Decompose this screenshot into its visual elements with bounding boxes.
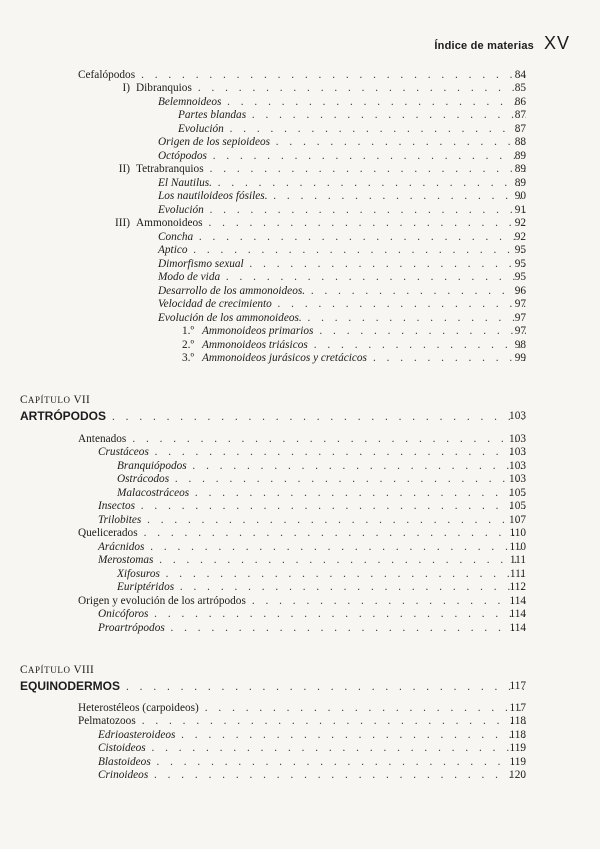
toc-entry (100, 81, 526, 95)
leader-dots (141, 499, 526, 513)
page-number: 97 (514, 298, 526, 310)
page-number: 103 (509, 460, 526, 472)
entry-title: EQUINODERMOS (20, 679, 121, 693)
toc-entry (98, 445, 526, 459)
toc-entry (98, 755, 526, 769)
page-number: 89 (514, 163, 526, 175)
page-number: 118 (509, 729, 526, 741)
toc-entry (98, 768, 526, 782)
toc-entry (172, 338, 526, 352)
leader-dots (226, 270, 526, 284)
toc-entry (158, 243, 526, 257)
page-number: 85 (514, 82, 526, 94)
entry-title: Malacostráceos (117, 487, 190, 499)
page-number: 112 (509, 581, 526, 593)
running-header (434, 33, 570, 54)
entry-title: Ammonoideos triásicos (202, 339, 308, 351)
toc-entry (117, 472, 526, 486)
toc-entry (98, 540, 526, 554)
leader-dots (181, 728, 526, 742)
leader-dots (132, 432, 526, 446)
leader-dots (155, 445, 526, 459)
leader-dots (150, 540, 526, 554)
leader-dots (157, 755, 526, 769)
entry-title: Xifosuros (117, 568, 160, 580)
entry-title: Onicóforos (98, 608, 149, 620)
leader-dots (159, 553, 526, 567)
entry-title: Evolución (178, 123, 224, 135)
page-number: 92 (514, 231, 526, 243)
page-number: 119 (509, 756, 526, 768)
page-number: 117 (509, 702, 526, 714)
toc-entry (158, 189, 526, 203)
toc-entry (100, 216, 526, 230)
toc-entry (158, 311, 526, 325)
page-number: 103 (509, 446, 526, 458)
leader-dots (199, 230, 526, 244)
page-number: 119 (509, 742, 526, 754)
page-number: 110 (509, 527, 526, 539)
toc-entry (158, 203, 526, 217)
leader-dots (175, 472, 526, 486)
page-number: 118 (509, 715, 526, 727)
toc-entry (98, 513, 526, 527)
entry-title: Evolución (158, 204, 204, 216)
entry-title: Origen y evolución de los artrópodos (78, 595, 246, 607)
leader-dots (166, 567, 526, 581)
page-number: 120 (509, 769, 526, 781)
page-number: 96 (514, 285, 526, 297)
page-number: 89 (514, 177, 526, 189)
toc-entry (158, 297, 526, 311)
page-number: 97 (514, 325, 526, 337)
page-number: 95 (514, 244, 526, 256)
chapter-8-title (20, 679, 526, 693)
toc-entry (117, 459, 526, 473)
leader-dots (142, 714, 526, 728)
toc-entry (158, 135, 526, 149)
page-number: 98 (514, 339, 526, 351)
leader-dots (171, 621, 526, 635)
toc-entry (100, 162, 526, 176)
toc-entry (178, 108, 526, 122)
page-number: 117 (509, 680, 526, 692)
entry-title: Branquiópodos (117, 460, 187, 472)
leader-dots (210, 203, 526, 217)
chapter-7-label: CAPÍTULO VII (20, 394, 91, 406)
leader-dots (205, 701, 526, 715)
toc-entry (158, 270, 526, 284)
leader-dots (147, 513, 526, 527)
leader-dots (227, 95, 526, 109)
toc-entry (178, 122, 526, 136)
leader-dots (152, 741, 526, 755)
entry-number: I) (122, 82, 130, 94)
page-number: 92 (514, 217, 526, 229)
leader-dots (276, 135, 526, 149)
leader-dots (194, 243, 527, 257)
entry-title: Proartrópodos (98, 622, 165, 634)
page-number: 95 (514, 258, 526, 270)
entry-title: Origen de los sepioideos (158, 136, 271, 148)
entry-title: Blastoideos (98, 756, 151, 768)
entry-title: Euriptéridos (117, 581, 175, 593)
entry-title: Los nautiloideos fósiles. (158, 190, 268, 202)
toc-entry (78, 714, 526, 728)
leader-dots (250, 257, 526, 271)
leader-dots (278, 297, 526, 311)
page-number: 97 (514, 312, 526, 324)
toc-entry (158, 176, 526, 190)
page-number: 110 (509, 541, 526, 553)
entry-title: Aptico (158, 244, 188, 256)
leader-dots (195, 486, 526, 500)
header-label: Índice de materias (434, 40, 534, 52)
toc-entry (78, 68, 526, 82)
toc-entry (98, 553, 526, 567)
entry-title: Dimorfismo sexual (158, 258, 244, 270)
leader-dots (144, 526, 526, 540)
entry-title: Crustáceos (98, 446, 149, 458)
leader-dots (180, 580, 526, 594)
toc-entry (172, 324, 526, 338)
entry-title: Modo de vida (158, 271, 221, 283)
leader-dots (112, 410, 526, 424)
toc-entry (98, 728, 526, 742)
page-number: 87 (514, 123, 526, 135)
entry-title: Crinoideos (98, 769, 149, 781)
leader-dots (308, 311, 526, 325)
leader-dots (209, 216, 526, 230)
page-number: 99 (514, 352, 526, 364)
entry-title: Concha (158, 231, 194, 243)
toc-entry (78, 594, 526, 608)
page-number: 103 (509, 433, 526, 445)
entry-title: Insectos (98, 500, 136, 512)
toc-entry (98, 621, 526, 635)
leader-dots (319, 324, 526, 338)
entry-title: Evolución de los ammonoideos. (158, 312, 302, 324)
entry-number: 3.º (182, 352, 194, 364)
toc-entry (158, 257, 526, 271)
entry-number: II) (118, 163, 130, 175)
toc-entry (117, 486, 526, 500)
leader-dots (311, 284, 526, 298)
entry-title: Trilobites (98, 514, 142, 526)
page-number: 103 (509, 410, 526, 422)
page-number: 91 (514, 204, 526, 216)
page-number: 86 (514, 96, 526, 108)
page-number: 89 (514, 150, 526, 162)
toc-entry (117, 567, 526, 581)
page-number: 114 (509, 608, 526, 620)
entry-title: Merostomas (98, 554, 154, 566)
entry-title: Edrioasteroideos (98, 729, 176, 741)
leader-dots (252, 108, 526, 122)
page-number: 107 (509, 514, 526, 526)
entry-title: Desarrollo de los ammonoideos. (158, 285, 306, 297)
entry-number: III) (114, 217, 130, 229)
toc-entry (98, 607, 526, 621)
entry-title: Ammonoideos jurásicos y cretácicos (202, 352, 367, 364)
leader-dots (210, 162, 526, 176)
page-number: 111 (509, 568, 526, 580)
toc-entry (158, 284, 526, 298)
leader-dots (252, 594, 526, 608)
leader-dots (198, 81, 526, 95)
entry-number: 1.º (182, 325, 194, 337)
entry-title: El Nautilus. (158, 177, 212, 189)
leader-dots (154, 768, 526, 782)
toc-entry (117, 580, 526, 594)
leader-dots (230, 122, 526, 136)
entry-title: Ammonoideos (136, 217, 203, 229)
entry-title: Heterostéleos (carpoideos) (78, 702, 199, 714)
entry-title: Tetrabranquios (136, 163, 204, 175)
entry-title: Partes blandas (178, 109, 247, 121)
entry-title: Quelicerados (78, 527, 138, 539)
leader-dots (314, 338, 526, 352)
page-number: 84 (514, 69, 526, 81)
page-number: 95 (514, 271, 526, 283)
chapter-7-title (20, 409, 526, 423)
page-number: 105 (509, 500, 526, 512)
page-number: 87 (514, 109, 526, 121)
entry-title: Pelmatozoos (78, 715, 136, 727)
leader-dots (213, 149, 526, 163)
leader-dots (218, 176, 526, 190)
entry-title: Arácnidos (98, 541, 145, 553)
entry-title: ARTRÓPODOS (20, 409, 107, 423)
entry-title: Octópodos (158, 150, 207, 162)
leader-dots (154, 607, 526, 621)
toc-entry (98, 741, 526, 755)
entry-title: Antenados (78, 433, 127, 445)
page-number: 88 (514, 136, 526, 148)
entry-title: Belemnoideos (158, 96, 222, 108)
toc-entry (172, 351, 526, 365)
chapter-8-label: CAPÍTULO VIII (20, 664, 95, 676)
toc-entry (78, 526, 526, 540)
leader-dots (126, 680, 526, 694)
page-number: 114 (509, 622, 526, 634)
toc-entry (158, 230, 526, 244)
leader-dots (274, 189, 526, 203)
entry-title: Dibranquios (136, 82, 192, 94)
leader-dots (193, 459, 526, 473)
entry-title: Cefalópodos (78, 69, 136, 81)
toc-entry (78, 432, 526, 446)
entry-number: 2.º (182, 339, 194, 351)
entry-title: Velocidad de crecimiento (158, 298, 272, 310)
page-number: 114 (509, 595, 526, 607)
toc-entry (78, 701, 526, 715)
page-number: 111 (509, 554, 526, 566)
toc-entry (98, 499, 526, 513)
entry-title: Ammonoideos primarios (202, 325, 314, 337)
page-number: 103 (509, 473, 526, 485)
page-number: 105 (509, 487, 526, 499)
entry-title: Cistoideos (98, 742, 146, 754)
entry-title: Ostrácodos (117, 473, 170, 485)
toc-entry (158, 95, 526, 109)
header-page-number: XV (543, 33, 570, 53)
toc-entry (158, 149, 526, 163)
page-number: 90 (514, 190, 526, 202)
leader-dots (141, 68, 526, 82)
